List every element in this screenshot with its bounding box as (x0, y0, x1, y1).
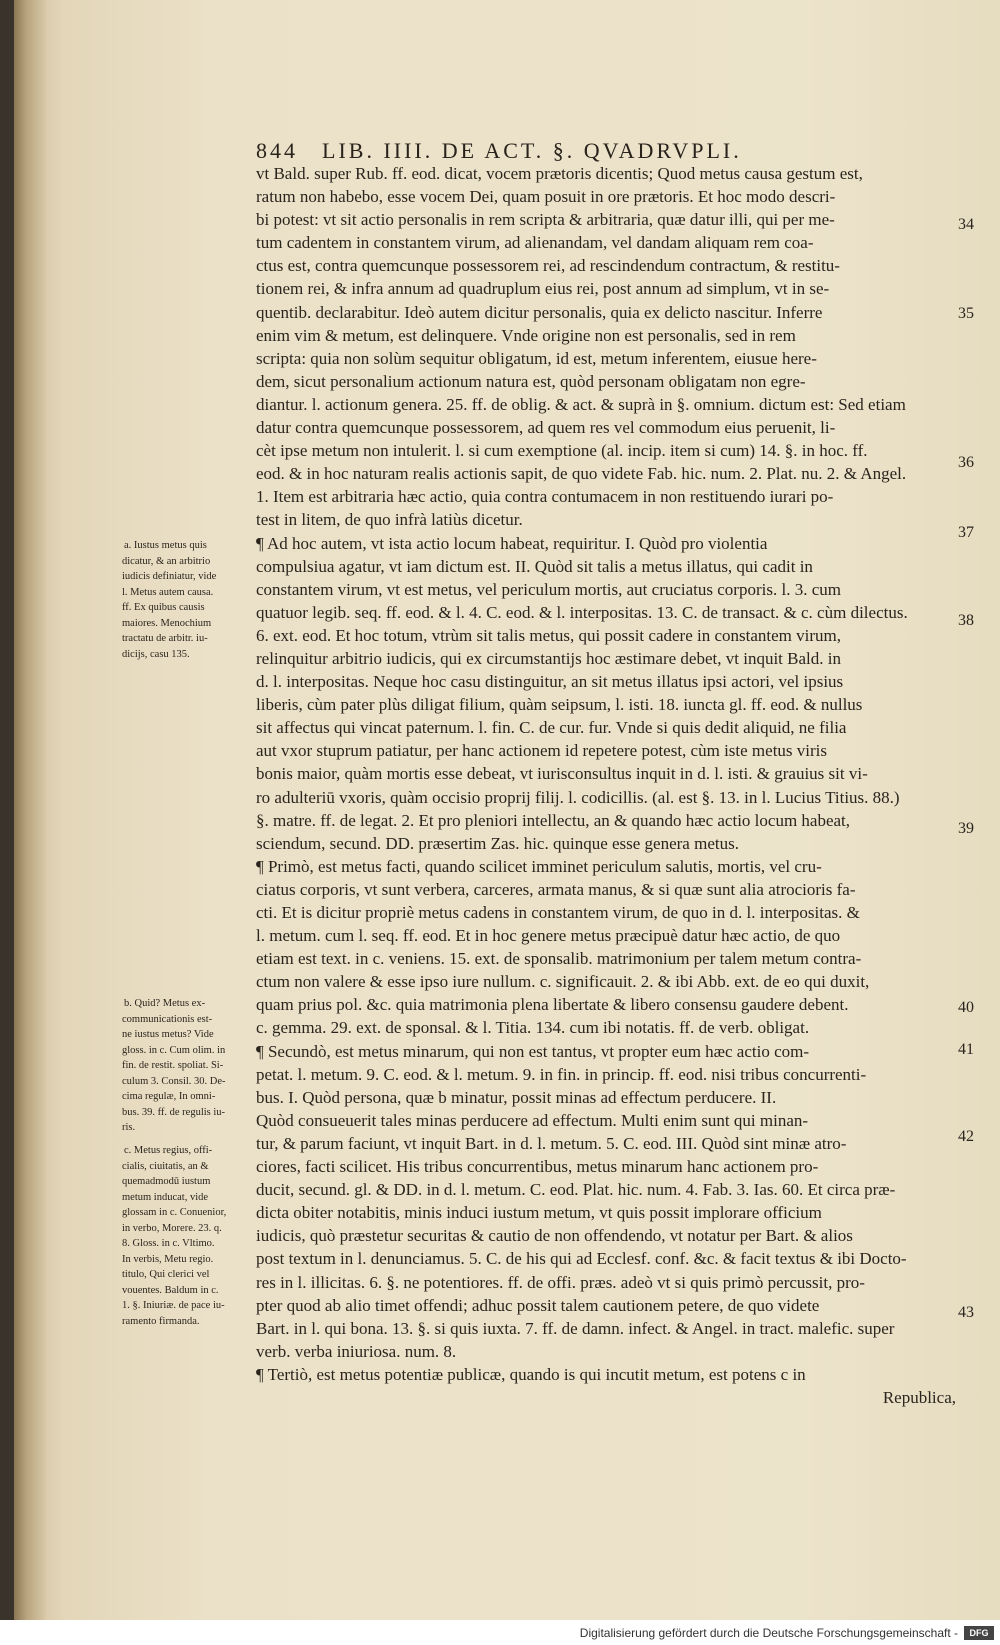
margin-note-line: titulo, Qui clerici vel (122, 1269, 210, 1280)
margin-note-line: ff. Ex quibus causis (122, 602, 205, 613)
margin-note-line: glossam in c. Conuenior, (122, 1207, 227, 1218)
margin-note-line: In verbis, Metu regio. (122, 1253, 214, 1265)
margin-note-line: b. Quid? Metus ex- (124, 998, 206, 1009)
text-line: constantem virum, vt est metus, vel periculum mortis, aut cruciatus corporis. l. 3. cum (256, 579, 841, 599)
text-line: ctus est, contra quemcunque possessorem rei, ad rescindendum contractum, & restitu- (256, 256, 840, 276)
text-line: etiam est text. in c. veniens. 15. ext. de sponsalib. matrimonium per talem metum contra- (256, 949, 862, 969)
text-line: bonis maior, quàm mortis esse debeat, vt iurisconsultus inquit in d. l. isti. & grauius sit vi- (256, 764, 868, 784)
margin-note-line: a. Iustus metus quis (124, 540, 207, 551)
dfg-logo: DFG (964, 1626, 994, 1640)
text-line: res in l. illicitas. 6. §. ne potentiores. ff. de offi. præs. adeò vt si quis primò percussit, pro- (256, 1272, 865, 1292)
margin-note-line: l. Metus autem causa. (122, 586, 214, 598)
text-line: ¶ Ad hoc autem, vt ista actio locum habeat, requiritur. I. Quòd pro violentia (256, 533, 768, 553)
running-title: LIB. IIII. DE ACT. §. QVADRVPLI. (322, 138, 742, 163)
side-number: 36 (958, 454, 974, 471)
margin-note-line: dicatur, & an arbitrio (122, 555, 211, 567)
side-number: 35 (958, 305, 974, 322)
margin-note-line: cialis, ciuitatis, an & (122, 1160, 209, 1172)
page-number: 844 (256, 138, 298, 163)
text-line: vt Bald. super Rub. ff. eod. dicat, vocem prætoris dicentis; Quod metus causa gestum est, (256, 164, 863, 183)
margin-note-c (122, 1143, 248, 1329)
text-line: 1. Item est arbitraria hæc actio, quia contra contumacem in non restituendo iurari po- (256, 487, 834, 507)
text-line: c. gemma. 29. ext. de sponsal. & l. Titia. 134. cum ibi notatis. ff. de verb. obligat. (256, 1018, 810, 1038)
text-line: eod. & in hoc naturam realis actionis sapit, de quo videte Fab. hic. num. 2. Plat. nu. 2. & Angel. (256, 464, 907, 484)
text-line: liberis, cùm pater plùs diligat filium, quàm seipsum, l. isti. 18. iuncta gl. ff. eod. & nullus (256, 695, 863, 715)
text-line: bi potest: vt sit actio personalis in rem scripta & arbitraria, quæ datur illi, qui per me- (256, 210, 835, 230)
text-line: pter quod ab alio timet offendi; adhuc possit talem cautionem petere, de quo videte (256, 1295, 820, 1315)
body-text (256, 162, 956, 1409)
text-line: scripta: quia non solùm sequitur obligatum, id est, metum inferentem, eiusue here- (256, 348, 817, 368)
margin-note-line: communicationis est- (122, 1013, 213, 1025)
text-line: tur, & parum faciunt, vt inquit Bart. in d. l. metum. 5. C. eod. III. Quòd sint minæ atro- (256, 1133, 847, 1153)
text-line: iudicis, quò præstetur securitas & cautio de non offendendo, vt notatur per Bart. & alios (256, 1226, 853, 1246)
margin-note-line: iudicis definiatur, vide (122, 571, 217, 582)
side-number: 38 (958, 612, 974, 629)
text-line: quatuor legib. seq. ff. eod. & l. 4. C. eod. & l. interpositas. 13. C. de transact. & c. cùm dilectus. (256, 602, 908, 622)
margin-note-line: culum 3. Consil. 30. De- (122, 1075, 226, 1087)
running-head (256, 138, 876, 164)
text-line: petat. l. metum. 9. C. eod. & l. metum. 9. in fin. in princip. ff. eod. nisi tribus concurrenti- (256, 1064, 867, 1084)
text-line: compulsiua agatur, vt iam dictum est. II. Quòd sit talis a metus illatus, qui cadit in (256, 556, 813, 576)
text-line: ciatus corporis, vt sunt verbera, carceres, armata manus, & si quæ sunt alia atrocioris fa- (256, 879, 856, 899)
text-line: §. matre. ff. de legat. 2. Et pro pleniori intellectu, an & quando hæc actio locum habeat, (256, 810, 851, 830)
text-line: Quòd consueuerit tales minas perducere ad effectum. Multi enim sunt qui minan- (256, 1110, 809, 1130)
text-line: ¶ Tertiò, est metus potentiæ publicæ, quando is qui incutit metum, est potens c in (256, 1364, 806, 1384)
text-line: quam prius pol. &c. quia matrimonia plena libertate & libero consensu gaudere debent. (256, 995, 849, 1015)
margin-note-line: ramento firmanda. (122, 1315, 200, 1327)
text-line: ro adulteriū vxoris, quàm occisio proprij filij. l. codicillis. (al. est §. 13. in l. Lucius Titius. 88.) (256, 787, 900, 807)
text-line: test in litem, de quo infrà latiùs dicetur. (256, 510, 523, 530)
margin-note-b (122, 996, 248, 1136)
margin-note-line: gloss. in c. Cum olim. in (122, 1044, 226, 1056)
margin-note-line: 1. §. Iniuriæ. de pace iu- (122, 1300, 225, 1311)
text-line: cti. Et is dicitur propriè metus cadens in constantem virum, de quo in d. l. interpositas. & (256, 903, 860, 922)
text-line: bus. I. Quòd persona, quæ b minatur, possit minas ad effectum perducere. II. (256, 1087, 777, 1107)
side-number: 43 (958, 1304, 974, 1321)
text-line: 6. ext. eod. Et hoc totum, vtrùm sit talis metus, qui possit cadere in constantem virum, (256, 625, 841, 645)
text-line: Bart. in l. qui bona. 13. §. si quis iuxta. 7. ff. de damn. infect. & Angel. in tract. malefic. super (256, 1318, 895, 1338)
footer-bar (0, 1620, 1000, 1645)
text-line: post textum in l. denunciamus. 5. C. de his qui ad Ecclesf. conf. &c. & facit textus & ibi Docto- (256, 1249, 907, 1269)
margin-note-line: bus. 39. ff. de regulis iu- (122, 1106, 226, 1118)
side-number: 41 (958, 1041, 974, 1058)
side-number: 42 (958, 1128, 974, 1145)
page-gutter (14, 0, 46, 1620)
text-line: dem, sicut personalium actionum natura est, quòd personam obligatam non egre- (256, 371, 806, 391)
margin-note-line: c. Metus regius, offi- (124, 1145, 213, 1156)
margin-note-line: dicijs, casu 135. (122, 648, 190, 660)
text-line: tum cadentem in constantem virum, ad alienandam, vel dandam aliquam rem coa- (256, 233, 814, 253)
side-number: 34 (958, 216, 974, 233)
text-line: ratum non habebo, esse vocem Dei, quam posuit in ore prætoris. Et hoc modo descri- (256, 187, 836, 207)
margin-note-line: ne iustus metus? Vide (122, 1029, 214, 1040)
margin-note-line: maiores. Menochium (122, 617, 212, 629)
margin-note-line: in verbo, Morere. 23. q. (122, 1222, 222, 1234)
side-number: 39 (958, 820, 974, 837)
text-line: d. l. interpositas. Neque hoc casu distinguitur, an sit metus illatus ipsi actori, vel ipsius (256, 672, 844, 692)
footer-credit: Digitalisierung gefördert durch die Deutsche Forschungsgemeinschaft - (579, 1625, 958, 1640)
text-line: ¶ Secundò, est metus minarum, qui non est tantus, vt propter eum hæc actio com- (256, 1041, 810, 1061)
margin-note-line: quemadmodū iustum (122, 1176, 211, 1187)
margin-note-line: tractatu de arbitr. iu- (122, 633, 208, 644)
text-line: diantur. l. actionum genera. 25. ff. de oblig. & act. & suprà in §. omnium. dictum est: Sed etiam (256, 394, 906, 414)
text-line: cèt ipse metum non intulerit. l. si cum exemptione (al. incip. item si cum) 14. §. in hoc. ff. (256, 441, 868, 461)
text-line: relinquitur arbitrio iudicis, qui ex circumstantijs hoc æstimare debet, vt inquit Bald. in (256, 648, 841, 668)
text-line: ciores, facti scilicet. His tribus concurrentibus, metus minarum hanc actionem pro- (256, 1157, 819, 1177)
margin-note-line: metum inducat, vide (122, 1191, 209, 1203)
text-line: sciendum, secund. DD. præsertim Zas. hic. quinque esse genera metus. (256, 833, 739, 853)
text-line: l. metum. cum l. seq. ff. eod. Et in hoc genere metus præcipuè datur hæc actio, de quo (256, 926, 841, 946)
text-line: aut vxor stuprum patiatur, per hanc actionem id repetere potest, cùm iste metus viris (256, 741, 828, 761)
text-line: enim vim & metum, est delinquere. Vnde origine non est personalis, sed in rem (256, 325, 796, 345)
margin-note-line: vouentes. Baldum in c. (122, 1284, 219, 1296)
text-line: sit affectus qui vincat paternum. l. fin. C. de cur. fur. Vnde si quis dedit aliquid, ne filia (256, 718, 847, 738)
text-line: tionem rei, & infra annum ad quadruplum eius rei, post annum ad simplum, vt in se- (256, 279, 830, 299)
margin-note-a (122, 538, 248, 662)
margin-note-line: fin. de restit. spoliat. Si- (122, 1060, 224, 1071)
text-line: datur contra quemcunque possessorem, ad quem res vel commodum eius peruenit, li- (256, 418, 836, 438)
side-number: 37 (958, 524, 974, 541)
side-number: 40 (958, 999, 974, 1016)
text-line: ¶ Primò, est metus facti, quando scilicet imminet periculum salutis, mortis, vel cru- (256, 856, 822, 876)
text-line: ctum non valere & esse ipso iure nullum. c. significauit. 2. & ibi Abb. ext. de eo qui duxit, (256, 972, 870, 992)
text-line: Republica, (882, 1387, 956, 1407)
margin-note-line: cima regulæ, In omni- (122, 1091, 216, 1102)
text-line: verb. verba iniuriosa. num. 8. (256, 1341, 457, 1361)
margin-note-line: 8. Gloss. in c. Vltimo. (122, 1238, 215, 1249)
text-line: ducit, secund. gl. & DD. in d. l. metum. C. eod. Plat. hic. num. 4. Fab. 3. Ias. 60. Et circa præ- (256, 1180, 896, 1200)
text-line: dicta obiter notabitis, minis induci iustum metum, vt quis possit implorare officium (256, 1203, 822, 1223)
text-line: quentib. declarabitur. Ideò autem dicitur personalis, quia ex delicto nascitur. Inferre (256, 302, 823, 322)
margin-note-line: ris. (122, 1122, 136, 1133)
